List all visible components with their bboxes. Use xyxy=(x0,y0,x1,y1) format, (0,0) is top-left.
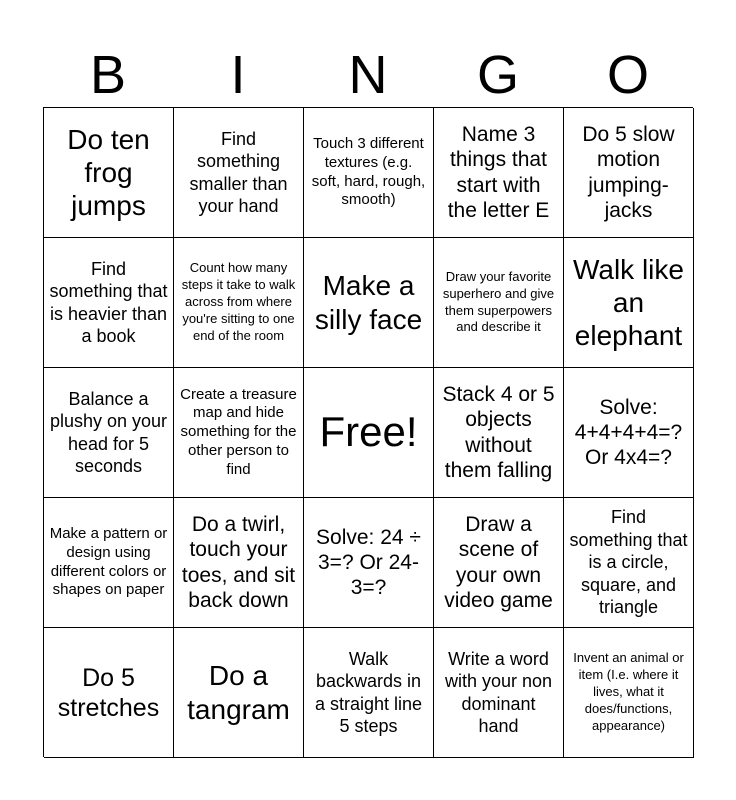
header-letter-b: B xyxy=(89,45,127,105)
cell-text: Do ten frog jumps xyxy=(67,123,150,222)
bingo-header xyxy=(43,44,693,106)
cell-text: Walk backwards in a straight line 5 steps xyxy=(314,648,423,736)
bingo-cell[interactable] xyxy=(44,628,174,758)
cell-text: Count how many steps it take to walk across from where you're sitting to one end of the room xyxy=(181,260,296,343)
bingo-cell[interactable] xyxy=(564,368,694,498)
header-letter-i: I xyxy=(230,45,246,105)
bingo-cell[interactable] xyxy=(174,108,304,238)
free-space: Free! xyxy=(319,408,418,456)
cell-text: Solve: 4+4+4+4=? Or 4x4=? xyxy=(574,395,683,470)
bingo-cell[interactable] xyxy=(434,368,564,498)
bingo-cell[interactable] xyxy=(434,108,564,238)
bingo-cell[interactable] xyxy=(434,238,564,368)
header-letter-g: G xyxy=(476,45,519,105)
cell-text: Make a pattern or design using different colors or shapes on paper xyxy=(49,525,168,599)
header-letter-o: O xyxy=(606,45,649,105)
cell-text: Create a treasure map and hide something for the other person to find xyxy=(180,385,297,478)
bingo-cell[interactable] xyxy=(304,108,434,238)
cell-text: Write a word with your non dominant hand xyxy=(444,648,553,736)
cell-text: Find something that is heavier than a book xyxy=(49,258,168,346)
bingo-cell[interactable] xyxy=(304,238,434,368)
bingo-cell[interactable] xyxy=(174,368,304,498)
cell-text: Invent an animal or item (I.e. where it lives, what it does/functions, appearance) xyxy=(573,650,684,733)
cell-text: Make a silly face xyxy=(314,270,423,335)
bingo-cell[interactable] xyxy=(174,628,304,758)
cell-text: Name 3 things that start with the letter E xyxy=(447,123,550,222)
cell-text: Touch 3 different textures (e.g. soft, hard, rough, smooth) xyxy=(311,135,426,209)
cell-text: Draw a scene of your own video game xyxy=(444,513,553,612)
bingo-cell[interactable] xyxy=(44,238,174,368)
cell-text: Do a tangram xyxy=(187,660,290,725)
bingo-cell[interactable] xyxy=(434,628,564,758)
header-letter-n: N xyxy=(348,45,388,105)
bingo-cell[interactable] xyxy=(564,238,694,368)
cell-text: Draw your favorite superhero and give them superpowers and describe it xyxy=(442,268,555,335)
cell-text: Do a twirl, touch your toes, and sit back down xyxy=(181,513,296,612)
cell-text: Find something that is a circle, square, and triangle xyxy=(569,507,688,618)
cell-text: Stack 4 or 5 objects without them falling xyxy=(442,383,555,482)
cell-text: Do 5 stretches xyxy=(57,663,160,722)
bingo-cell[interactable] xyxy=(564,108,694,238)
bingo-cell[interactable] xyxy=(174,238,304,368)
cell-text: Walk like an elephant xyxy=(573,253,684,352)
cell-text: Do 5 slow motion jumping-jacks xyxy=(582,123,675,222)
bingo-cell[interactable] xyxy=(44,108,174,238)
cell-text: Find something smaller than your hand xyxy=(189,128,288,216)
bingo-cell[interactable] xyxy=(304,368,434,498)
bingo-cell[interactable] xyxy=(564,498,694,628)
cell-text: Solve: 24 ÷ 3=? Or 24-3=? xyxy=(316,525,421,600)
bingo-cell[interactable] xyxy=(44,368,174,498)
bingo-cell[interactable] xyxy=(174,498,304,628)
bingo-cell[interactable] xyxy=(304,628,434,758)
bingo-cell[interactable] xyxy=(434,498,564,628)
bingo-board xyxy=(43,107,693,757)
bingo-cell[interactable] xyxy=(564,628,694,758)
bingo-cell[interactable] xyxy=(44,498,174,628)
bingo-cell[interactable] xyxy=(304,498,434,628)
cell-text: Balance a plushy on your head for 5 seconds xyxy=(49,388,168,476)
